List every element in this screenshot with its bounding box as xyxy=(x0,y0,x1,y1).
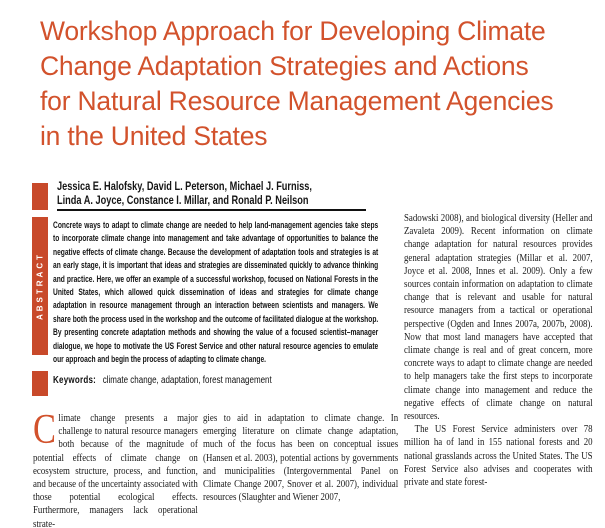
author-line-1: Jessica E. Halofsky, David L. Peterson, Michael J. Furniss, xyxy=(57,181,312,193)
body-column-2-text: gies to aid in adaptation to climate change. In emerging literature on climate change adaptation, much of the focus has been on conceptual issues (Hansen et al. 2003), potential actions by governments and municipalities (Intergovernmental Panel on Climate Change 2007, Snover et al. 2007), individual resources (Slaughter and Wiener 2007, xyxy=(203,412,399,504)
keywords-label: Keywords: xyxy=(53,375,97,386)
author-list xyxy=(57,181,312,208)
body-column-3 xyxy=(404,212,593,489)
body-column-1-text: limate change presents a major challenge to natural resource managers both because of the magnitude of potential effects of climate change on ecosystem structure, process, and function, and because of the uncertainty associated with those potential ecological effects. Furthermore, managers lack operational strate- xyxy=(33,412,198,528)
title-line-3: for Natural Resource Management Agencies xyxy=(40,86,554,116)
body-column-1 xyxy=(33,407,198,528)
title-line-2: Change Adaptation Strategies and Actions xyxy=(40,51,529,81)
body-column-2 xyxy=(203,412,398,504)
authors-underline-rule xyxy=(57,209,366,211)
title-line-4: in the United States xyxy=(40,121,268,151)
drop-cap-letter: C xyxy=(33,407,56,453)
keywords-red-square-mark xyxy=(32,371,48,396)
author-line-2: Linda A. Joyce, Constance I. Millar, and Ronald P. Neilson xyxy=(57,194,309,207)
keywords-spacer xyxy=(98,375,100,386)
keywords-text: climate change, adaptation, forest management xyxy=(102,375,272,386)
title-line-1: Workshop Approach for Developing Climate xyxy=(40,16,546,46)
authors-red-square-mark xyxy=(32,183,48,210)
page-title xyxy=(40,14,553,154)
abstract-sidebar-bar xyxy=(32,217,48,355)
body-column-3-paragraph-1: Sadowski 2008), and biological diversity (Heller and Zavaleta 2009). Recent information on climate change adaptation for natural resources provides general adaptation strategies (Millar et al. 2007, Joyce et al. 2008, Innes et al. 2009). Only a few sources contain information on adaptation to climate change that is relevant and usable for natural resource managers from a tactical or operational perspective (Ogden and Innes 2007a, 2007b, 2008). Now that most land managers have accepted that climate change is real and of great concern, more concrete ways to adapt to climate change are needed to help managers take the first steps to incorporate climate change into management and reduce the negative effects of climate change on natural resources. xyxy=(404,212,593,423)
body-column-3-paragraph-2: The US Forest Service administers over 78 million ha of land in 155 national forests and 20 national grasslands across the United States. The US Forest Service also advises and cooperates with private and state forest- xyxy=(404,423,593,489)
keywords-line xyxy=(53,375,272,386)
abstract-text: Concrete ways to adapt to climate change are needed to help land-management agencies take steps to incorporate climate change into management and take advantage of opportunities to balance the negative effects of climate change. Because the development of adaptation tools and strategies is at an early stage, it is important that ideas and strategies are disseminated quickly to advance thinking and practice. Here, we offer an example of a successful workshop, focused on National Forests in the United States, which allowed quick dissemination of ideas and strategies for climate change adaptation in resource management through an interaction between scientists and managers. We share both the process used in the workshop and the outcome of facilitated dialogue at the workshop. By presenting concrete adaptation methods and showing the value of a focused scientist–manager dialogue, we hope to motivate the US Forest Service and other natural resource agencies to emulate our approach and begin the process of adapting to climate change. xyxy=(53,220,379,366)
abstract-vertical-label: ABSTRACT xyxy=(35,252,45,320)
